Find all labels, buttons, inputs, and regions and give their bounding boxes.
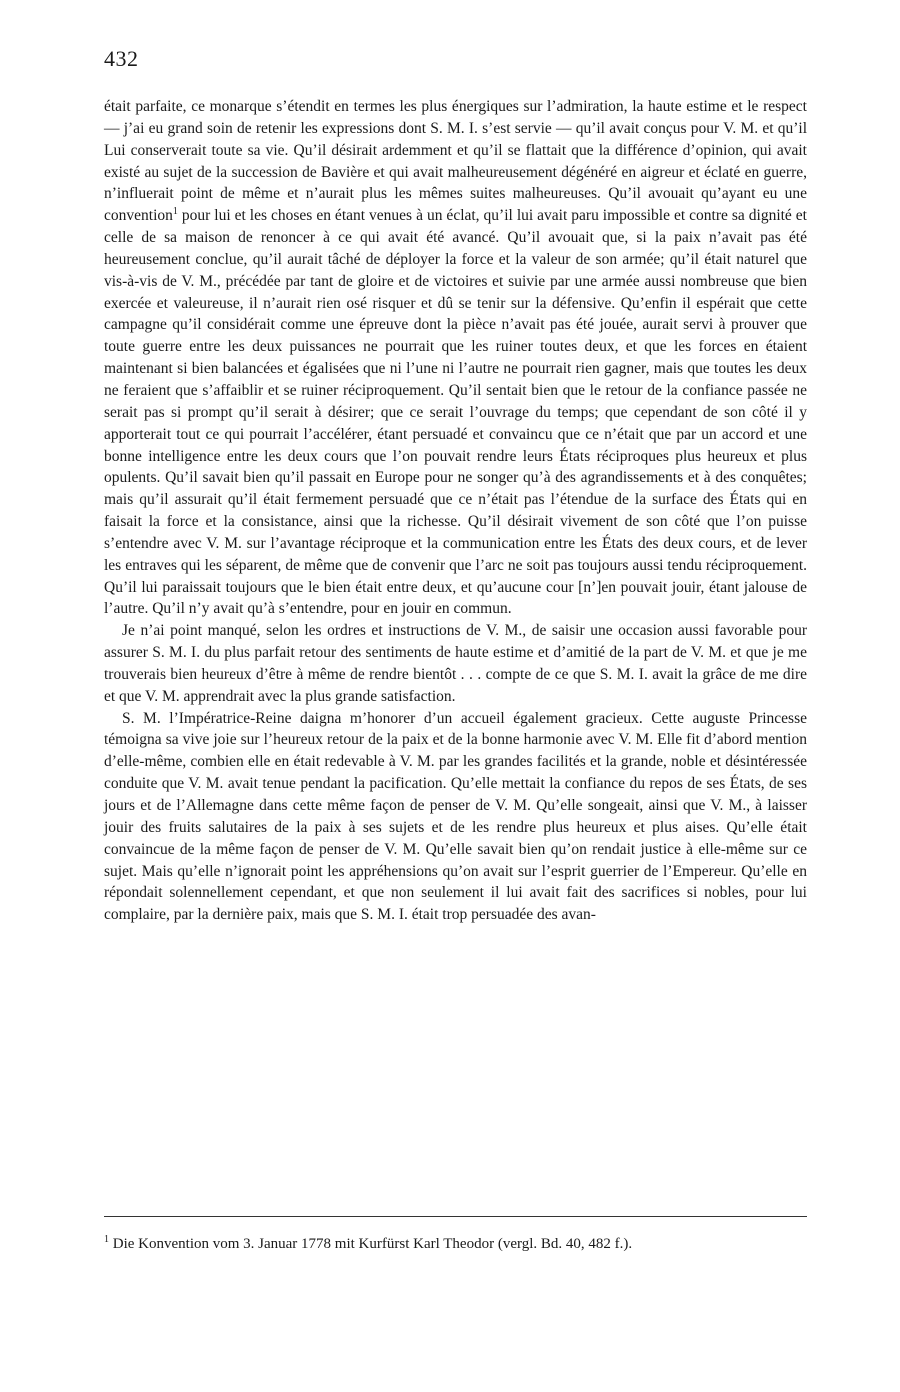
footnote-text: Die Konvention vom 3. Januar 1778 mit Kurfürst Karl Theodor (vergl. Bd. 40, 482 f.). xyxy=(112,1236,633,1252)
page-number: 432 xyxy=(104,46,139,71)
paragraph-3: S. M. l’Impératrice-Reine daigna m’honorer d’un accueil également gracieux. Cette auguste Princesse témoigna sa vive joie sur l’heureux retour de la paix et de la bonne harmonie avec V. M. Elle fit d’abord mention d’elle-même, combien elle en était redevable à V. M. par les grandes facilités et la grande, noble et désintéressée conduite que V. M. avait tenue pendant la pacification. Qu’elle mettait la confiance du repos de ses États, de ses jours et de l’Allemagne dans cette même façon de penser de V. M. Qu’elle songeait, ainsi que V. M., à laisser jouir des fruits salutaires de la paix à ses sujets et de les rendre plus heureux et plus aises. Qu’elle était convaincue de la même façon de penser de V. M. Qu’elle savait bien qu’on rendait justice à elle-même sur ce sujet. Mais qu’elle n’ignorait point les appréhensions qu’on avait sur l’esprit guerrier de l’Empereur. Qu’elle en répondait solennellement cependant, et que non seulement il lui avait fait des sacrifices si nobles, pour lui complaire, par la dernière paix, mais que S. M. I. était trop persuadée des avan- xyxy=(104,709,807,924)
footnote-reference[interactable]: 1 xyxy=(172,206,178,218)
footnote-marker: 1 xyxy=(104,1234,109,1245)
paragraph-1-continuation: pour lui et les choses en étant venues à un éclat, qu’il lui avait paru impossible et contre sa dignité et celle de sa maison de renoncer à ce qui avait été avancé. Qu’il avouait que, si la paix n’avait pas été heureusement conclue, qu’il aurait tâché de déployer la force et la valeur de son armée; qu’il était naturel que vis-à-vis de V. M., précédée par tant de gloire et de victoires et suivie par une armée aussi nombreuse que bien exercée et valeureuse, il n’aurait rien osé risquer et dû se tenir sur la défensive. Qu’enfin il espérait que cette campagne qu’il considérait comme une épreuve dont la pièce n’avait pas été jouée, aurait servi à prouver que toute guerre entre les deux puissances ne pourrait que les ruiner toutes deux, et que les forces en étaient maintenant si bien balancées et égalisées que ni l’une ni l’autre ne pourrait rien gagner, mais que toutes les deux ne feraient que s’affaiblir et se ruiner réciproquement. Qu’il sentait bien que le retour de la confiance passée ne serait pas si prompt qu’il serait à désirer; que ce serait l’ouvrage du temps; que cependant de son côté il y apporterait tout ce qui pourrait l’accélérer, étant persuadé et convaincu que ce n’était que par un accord et une bonne intelligence entre les deux cours que l’on pouvait rendre leurs États réciproques plus heureux et plus opulents. Qu’il savait bien qu’il passait en Europe pour ne songer qu’à des agrandissements et à des conquêtes; mais qu’il assurait qu’il était fermement persuadé que ce n’était pas l’étendue de la surface des États qui en faisait la force et la consistance, ainsi que la richesse. Qu’il désirait vivement de son côté que l’on puisse s’entendre avec V. M. sur l’avantage réciproque et la communication entre les États des deux cours, et de lever les entraves qui les séparent, de même que de convenir que l’arc ne soit pas toujours aussi tendu réciproquement. Qu’il lui paraissait toujours que le bien était entre deux, et qu’aucune cour [n’]en pouvait jouir, étant jalouse de l’autre. Qu’il n’y avait qu’à s’entendre, pour en jouir en commun. xyxy=(104,207,807,618)
paragraph-2: Je n’ai point manqué, selon les ordres et instructions de V. M., de saisir une occasion aussi favorable pour assurer S. M. I. du plus parfait retour des sentiments de haute estime et d’amitié de la part de V. M. et que je me trouverais bien heureux d’être à même de rendre bientôt . . . compte de ce que S. M. I. avait la grâce de me dire et que V. M. apprendrait avec la plus grande satisfaction. xyxy=(104,622,807,705)
footnote-divider xyxy=(104,1216,807,1217)
footnote xyxy=(104,1234,807,1255)
paragraph-1-text: était parfaite, ce monarque s’étendit en termes les plus énergiques sur l’admiration, la haute estime et le respect — j’ai eu grand soin de retenir les expressions dont S. M. I. s’est servie — qu’il avait conçus pour V. M. et qu’il Lui conserverait toute sa vie. Qu’il désirait ardemment et qu’il se flattait que la différence d’opinion, qui avait existé au sujet de la succession de Bavière et qui avait malheureusement dégénéré en aigreur et éclaté en guerre, n’influerait point de même et n’aurait plus les mêmes suites malheureuses. Qu’il avouait qu’ayant eu une convention xyxy=(104,98,807,225)
body-text xyxy=(104,96,807,926)
paragraph-1 xyxy=(104,96,807,620)
